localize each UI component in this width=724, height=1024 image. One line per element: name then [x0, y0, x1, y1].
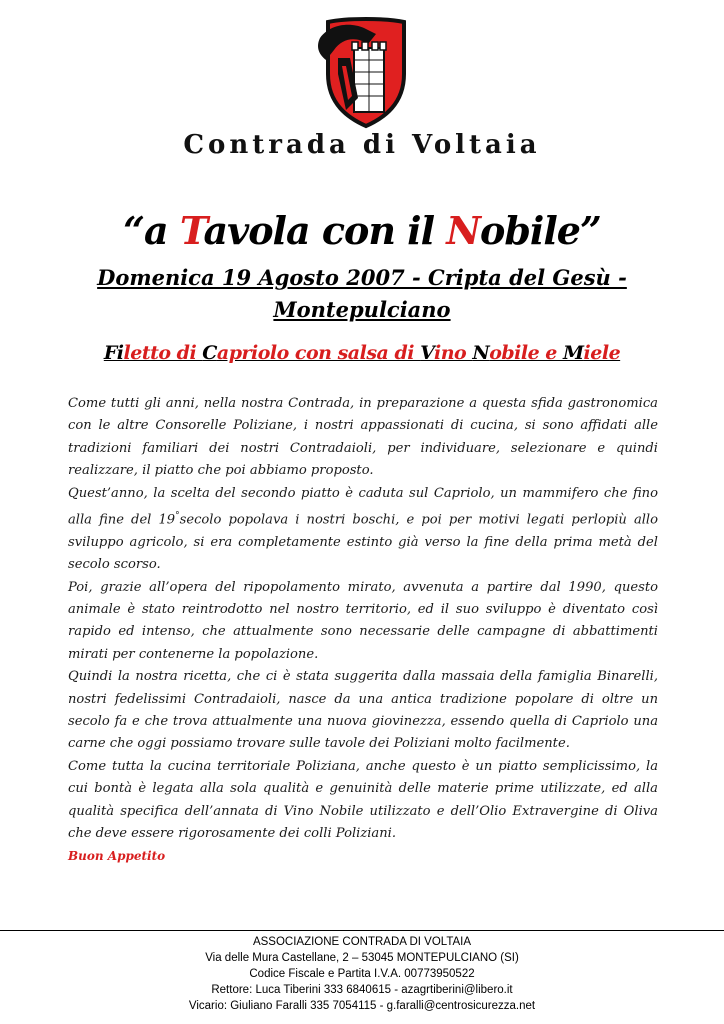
paragraph-part: secolo popolava i nostri boschi, e poi per motivi legati perlopiù allo sviluppo agricolo, si era completamente estinto già verso la fine della prima metà del secolo scorso. [68, 512, 659, 573]
paragraph-part: Quest’anno, la scelta del secondo piatto è caduta sul Capriolo, un mammifero che fino alla fine del 19 [68, 485, 658, 528]
footer-divider [0, 930, 724, 931]
dish-part: C [202, 342, 217, 364]
title-red-letter: T [179, 208, 204, 253]
contrada-shield-logo-icon [306, 14, 426, 130]
dish-part: letto di [123, 342, 203, 364]
dish-part: apriolo con salsa di [216, 342, 421, 364]
title-red-letter: N [446, 208, 481, 253]
dish-name [40, 342, 684, 364]
footer-rettore: Rettore: Luca Tiberini 333 6840615 - azagrtiberini@libero.it [211, 984, 513, 996]
dish-part: V [420, 342, 434, 364]
shield-graphic [306, 14, 426, 130]
footer-tax-code: Codice Fiscale e Partita I.V.A. 00773950522 [249, 968, 475, 980]
contrada-name: Contrada di Voltaia [183, 130, 541, 160]
title-part: obile” [480, 208, 601, 253]
event-title [0, 208, 724, 253]
footer-address: Via delle Mura Castellane, 2 – 53045 MONTEPULCIANO (SI) [205, 952, 519, 964]
title-part: “a [123, 208, 180, 253]
footer [0, 934, 724, 1014]
dish-part: N [472, 342, 490, 364]
paragraph: Quindi la nostra ricetta, che ci è stata suggerita dalla massaia della famiglia Binarelli, nostri fedelissimi Contradaioli, nasce da una antica tradizione popolare di oltre un secolo fa e che trova attualmente una nuova giovinezza, essendo quella di Capriolo una carne che oggi possiamo trovare sulle tavole dei Poliziani molto facilmente. [68, 669, 658, 752]
paragraph [68, 483, 658, 577]
dish-part: ino [433, 342, 473, 364]
dish-part: iele [583, 342, 621, 364]
event-date-location: Domenica 19 Agosto 2007 - Cripta del Gesù - Montepulciano [97, 265, 627, 322]
dish-part: Fi [103, 342, 124, 364]
paragraph: Come tutti gli anni, nella nostra Contrada, in preparazione a questa sfida gastronomica con le altre Consorelle Poliziane, i nostri appassionati di cucina, si sono affidati alle tradizioni familiari dei nostri Contradaioli, per individuare, selezionare e quindi realizzare, il piatto che poi abbiamo proposto. [68, 396, 658, 479]
signoff: Buon Appetito [68, 849, 166, 864]
dish-part: M [563, 342, 584, 364]
paragraph: Come tutta la cucina territoriale Poliziana, anche questo è un piatto semplicissimo, la cui bontà è legata alla sola qualità e genuinità delle materie prime utilizzate, ed alla qualità specifica dell’annata di Vino Nobile utilizzato e dell’Olio Extravergine di Oliva che deve essere rigorosamente dei colli Poliziani. [68, 758, 658, 842]
footer-association: ASSOCIAZIONE CONTRADA DI VOLTAIA [252, 936, 472, 948]
footer-vicario: Vicario: Giuliano Faralli 335 7054115 - g.faralli@centrosicurezza.net [188, 1000, 536, 1012]
article-body [68, 393, 658, 868]
degree-sign: ° [175, 511, 180, 522]
paragraph: Poi, grazie all’opera del ripopolamento mirato, avvenuta a partire dal 1990, questo animale è stato reintrodotto nel nostro territorio, ed il suo sviluppo è diventato così rapido ed intenso, che attualmente sono necessarie delle campagne di abbattimenti mirati per contenerne la popolazione. [68, 579, 658, 662]
dish-part: obile e [489, 342, 563, 364]
title-part: avola con il [203, 208, 447, 253]
